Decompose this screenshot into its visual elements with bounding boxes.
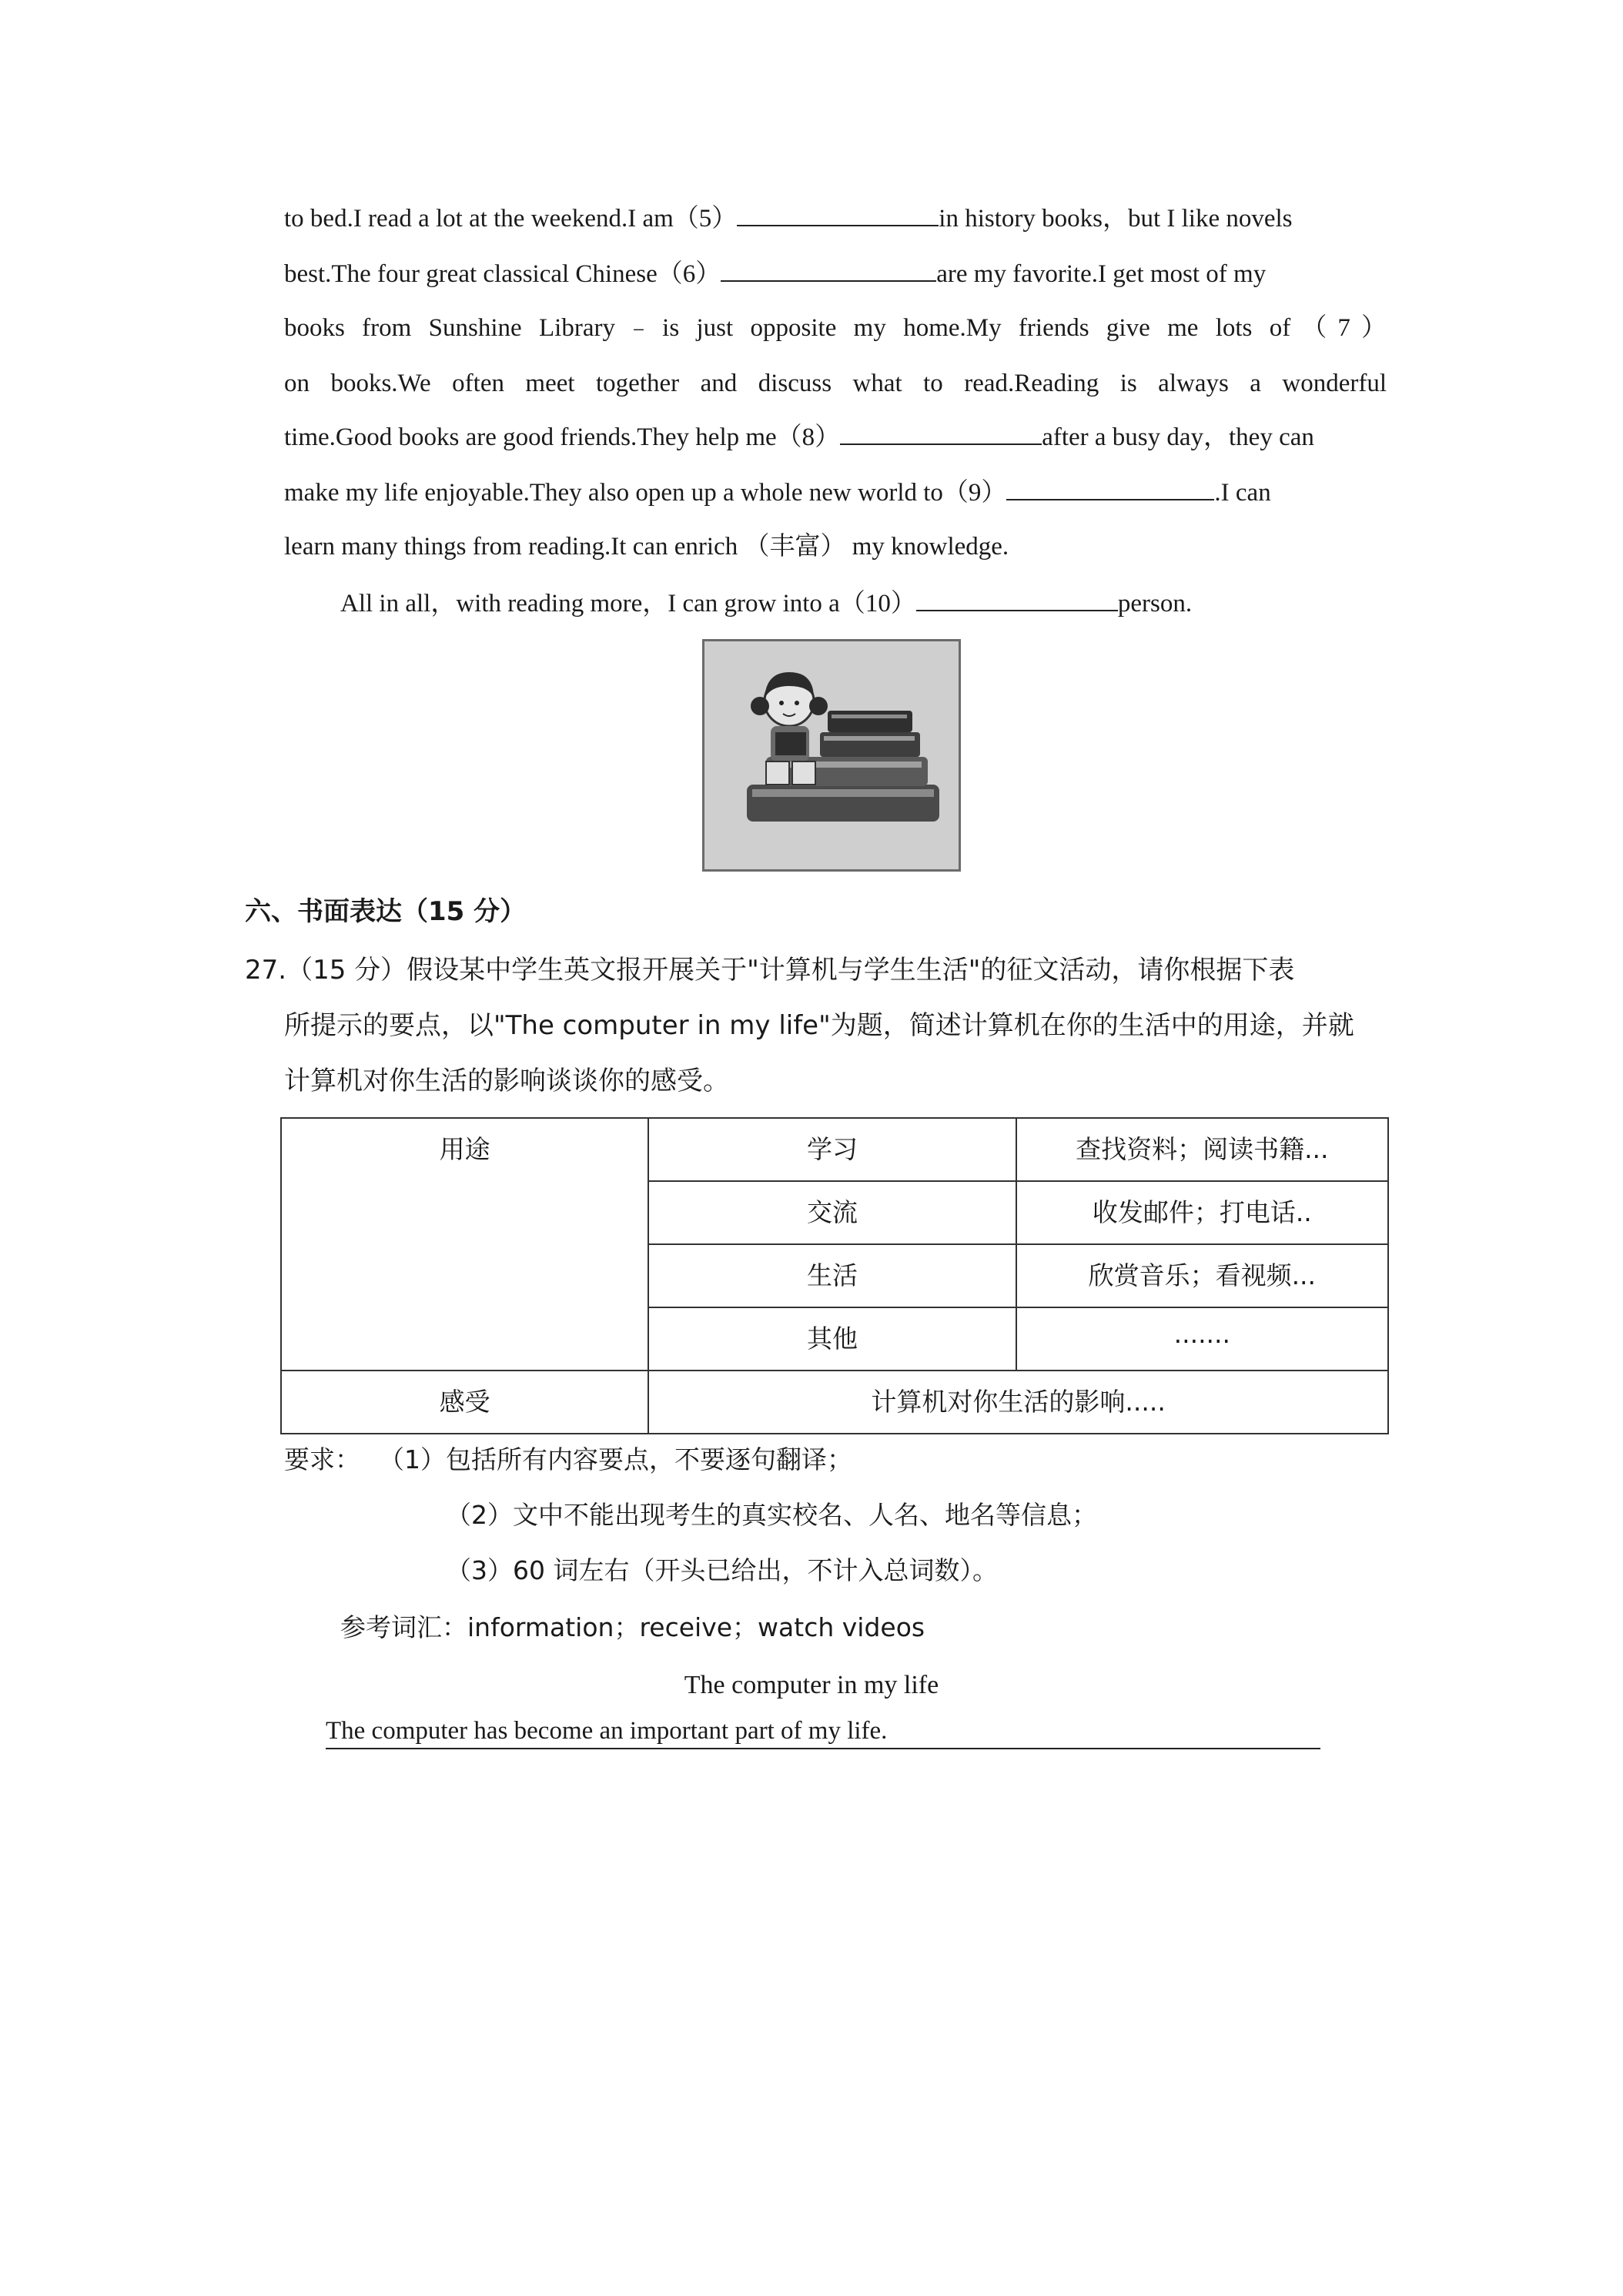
passage-line-1: to bed.I read a lot at the weekend.I am（5） in history books，but I like novels — [284, 202, 1387, 234]
passage-line-2: best.The four great classical Chinese（6） are my favorite.I get most of my — [284, 257, 1387, 290]
task-table — [280, 1117, 1389, 1434]
passage-line-4: on books.We often meet together and discuss what to read.Reading is always a wonderful — [284, 370, 1387, 397]
passage-line-6: make my life enjoyable.They also open up a whole new world to（9） .I can — [284, 476, 1387, 508]
category-cell: 学习 — [648, 1118, 1016, 1181]
answer-blank-8[interactable] — [840, 420, 1042, 445]
vocab-line: 参考词汇：information；receive；watch videos — [340, 1612, 925, 1642]
requirements-line-3: （3）60 词左右（开头已给出，不计入总词数）。 — [446, 1555, 998, 1585]
girl-reading-books-illustration — [702, 639, 961, 872]
requirements-line-1: 要求： （1）包括所有内容要点，不要逐句翻译； — [284, 1444, 852, 1474]
category-cell: 其他 — [648, 1307, 1016, 1371]
question-line-1: 27.（15 分）假设某中学生英文报开展关于"计算机与学生生活"的征文活动，请你根据下表 — [245, 955, 1295, 986]
section-heading: 六、书面表达（15 分） — [245, 896, 527, 927]
answer-blank-10[interactable] — [916, 587, 1118, 611]
question-line-3: 计算机对你生活的影响谈谈你的感受。 — [284, 1066, 729, 1096]
detail-cell: 收发邮件；打电话.. — [1016, 1181, 1388, 1244]
feeling-label-cell: 感受 — [281, 1371, 648, 1434]
requirements-line-2: （2）文中不能出现考生的真实校名、人名、地名等信息； — [446, 1500, 1097, 1530]
answer-blank-9[interactable] — [1006, 476, 1214, 500]
detail-cell: 欣赏音乐；看视频... — [1016, 1244, 1388, 1307]
essay-first-line[interactable]: The computer has become an important part of my life. — [326, 1715, 1320, 1749]
question-line-2: 所提示的要点，以"The computer in my life"为题，简述计算机在你的生活中的用途，并就 — [284, 1010, 1354, 1041]
usage-label-cell: 用途 — [281, 1118, 648, 1371]
girl-reading-books-icon — [704, 641, 959, 869]
detail-cell: ....... — [1016, 1307, 1388, 1371]
requirements-label: 要求： — [284, 1444, 360, 1474]
feeling-detail-cell: 计算机对你生活的影响..... — [648, 1371, 1388, 1434]
passage-line-8: All in all，with reading more，I can grow into a（10） person. — [340, 587, 1443, 619]
answer-blank-6[interactable] — [721, 257, 936, 282]
essay-title: The computer in my life — [684, 1671, 939, 1699]
answer-blank-5[interactable] — [737, 202, 939, 226]
passage-line-7: learn many things from reading.It can enrich （丰富） my knowledge. — [284, 533, 1009, 561]
table-row — [281, 1371, 1388, 1434]
passage-line-5: time.Good books are good friends.They help me（8） after a busy day，they can — [284, 420, 1387, 453]
passage-line-3: books from Sunshine Library﹣is just opposite my home.My friends give me lots of（7） — [284, 314, 1387, 342]
table-row — [281, 1118, 1388, 1181]
category-cell: 交流 — [648, 1181, 1016, 1244]
detail-cell: 查找资料；阅读书籍... — [1016, 1118, 1388, 1181]
category-cell: 生活 — [648, 1244, 1016, 1307]
